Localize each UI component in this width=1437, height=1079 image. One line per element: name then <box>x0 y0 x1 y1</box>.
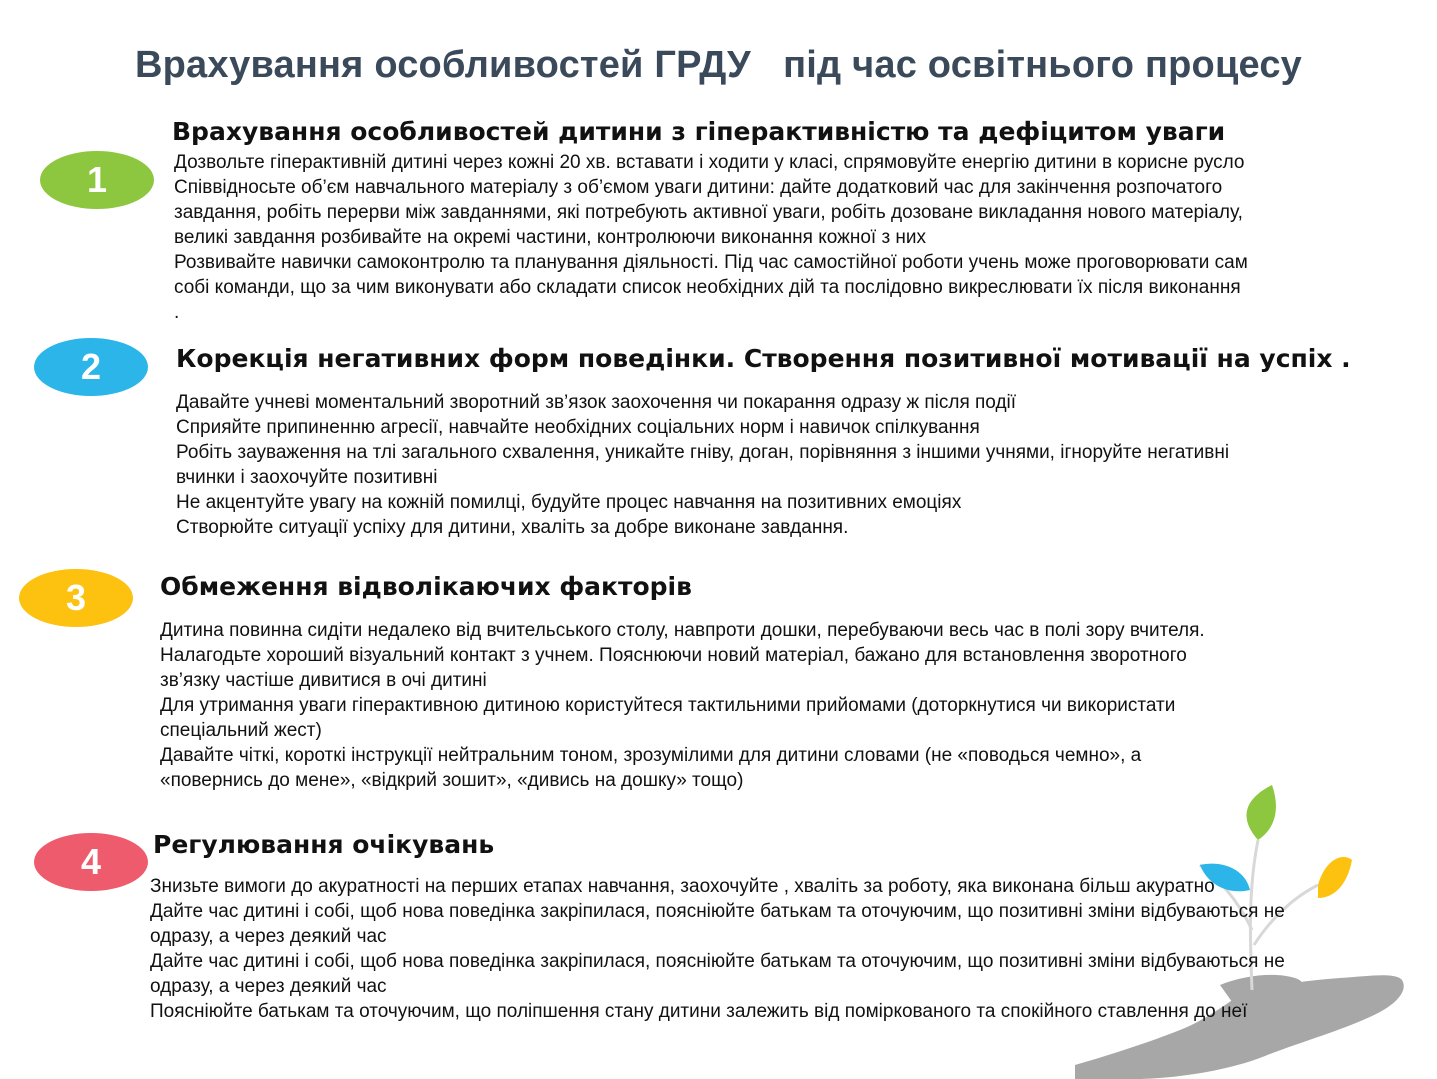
section-heading-2: Корекція негативних форм поведінки. Створення позитивної мотивації на успіх . <box>176 344 1351 373</box>
text-line: Сприяйте припиненню агресії, навчайте необхідних соціальних норм і навичок спілкування <box>176 417 980 438</box>
text-line: Не акцентуйте увагу на кожній помилці, будуйте процес навчання на позитивних емоціях <box>176 492 962 513</box>
text-line: спеціальний жест) <box>160 720 322 741</box>
step-number-1: 1 <box>86 159 108 200</box>
text-line: Для утримання уваги гіперактивною дитиною користуйтеся тактильними прийомами (доторкнутися чи використати <box>160 695 1176 716</box>
text-line: одразу, а через деякий час <box>150 976 387 997</box>
text-line: Дитина повинна сидіти недалеко від вчительського столу, навпроти дошки, перебуваючи весь час в полі зору вчителя. <box>160 620 1205 641</box>
text-line: зв’язку частіше дивитися в очі дитині <box>160 670 487 691</box>
text-line: Знизьте вимоги до акуратності на перших етапах навчання, заохочуйте , хваліть за роботу, яка виконана більш акуратно <box>150 876 1215 897</box>
page-title: Врахування особливостей ГРДУ під час освітнього процесу <box>134 44 1303 86</box>
text-line: . <box>174 302 180 323</box>
step-badge-1 <box>40 151 154 209</box>
section-text-1 <box>174 150 1248 325</box>
text-line: Давайте чіткі, короткі інструкції нейтральним тоном, зрозумілими для дитини словами (не «поводься чемно», а <box>160 745 1142 766</box>
text-line: Дозвольте гіперактивній дитині через кожні 20 хв. вставати і ходити у класі, спрямовуйте енергію дитини в корисне русло <box>174 152 1245 173</box>
text-line: Співвідносьте об’єм навчального матеріалу з об’ємом уваги дитини: дайте додатковий час для закінчення розпочатого <box>174 177 1223 198</box>
text-line: вчинки і заохочуйте позитивні <box>176 467 438 488</box>
text-line: Давайте учневі моментальний зворотний зв’язок заохочення чи покарання одразу ж після події <box>176 392 1017 413</box>
step-number-2: 2 <box>80 346 102 387</box>
text-line: Дайте час дитині і собі, щоб нова поведінка закріпилася, поясніюйте батькам та оточуючим, що позитивні зміни відбуваються не <box>150 901 1285 922</box>
step-number-3: 3 <box>65 577 87 618</box>
step-badge-3 <box>19 569 133 627</box>
section-text-4 <box>150 874 1285 1024</box>
text-line: завдання, робіть перерви між завданнями, які потребують активної уваги, робіть дозоване викладання нового матеріалу, <box>174 202 1243 223</box>
section-heading-4: Регулювання очікувань <box>153 830 495 859</box>
text-line: великі завдання розбивайте на окремі частини, контролюючи виконання кожної з них <box>174 227 927 248</box>
text-line: Дайте час дитині і собі, щоб нова поведінка закріпилася, поясніюйте батькам та оточуючим, що позитивні зміни відбуваються не <box>150 951 1285 972</box>
text-line: собі команди, що за чим виконувати або складати список необхідних дій та послідовно викреслювати їх після виконання <box>174 277 1241 298</box>
section-text-3 <box>160 618 1205 793</box>
section-text-2 <box>176 390 1229 540</box>
step-badge-2 <box>34 338 148 396</box>
text-line: «повернись до мене», «відкрий зошит», «дивись на дошку» тощо) <box>160 770 744 791</box>
text-line: Поясніюйте батькам та оточуючим, що поліпшення стану дитини залежить від поміркованого та спокійного ставлення до неї <box>150 1001 1248 1022</box>
text-line: одразу, а через деякий час <box>150 926 387 947</box>
step-number-4: 4 <box>80 841 102 882</box>
text-line: Розвивайте навички самоконтролю та планування діяльності. Під час самостійної роботи учень може проговорювати сам <box>174 252 1248 273</box>
text-line: Створюйте ситуації успіху для дитини, хваліть за добре виконане завдання. <box>176 517 849 538</box>
section-heading-1: Врахування особливостей дитини з гіперактивністю та дефіцитом уваги <box>172 117 1226 146</box>
text-line: Робіть зауваження на тлі загального схвалення, уникайте гніву, доган, порівняння з іншими учнями, ігноруйте негативні <box>176 442 1230 463</box>
step-badge-4 <box>34 833 148 891</box>
text-line: Налагодьте хороший візуальний контакт з учнем. Пояснюючи новий матеріал, бажано для встановлення зворотного <box>160 645 1187 666</box>
section-heading-3: Обмеження відволікаючих факторів <box>160 572 692 601</box>
